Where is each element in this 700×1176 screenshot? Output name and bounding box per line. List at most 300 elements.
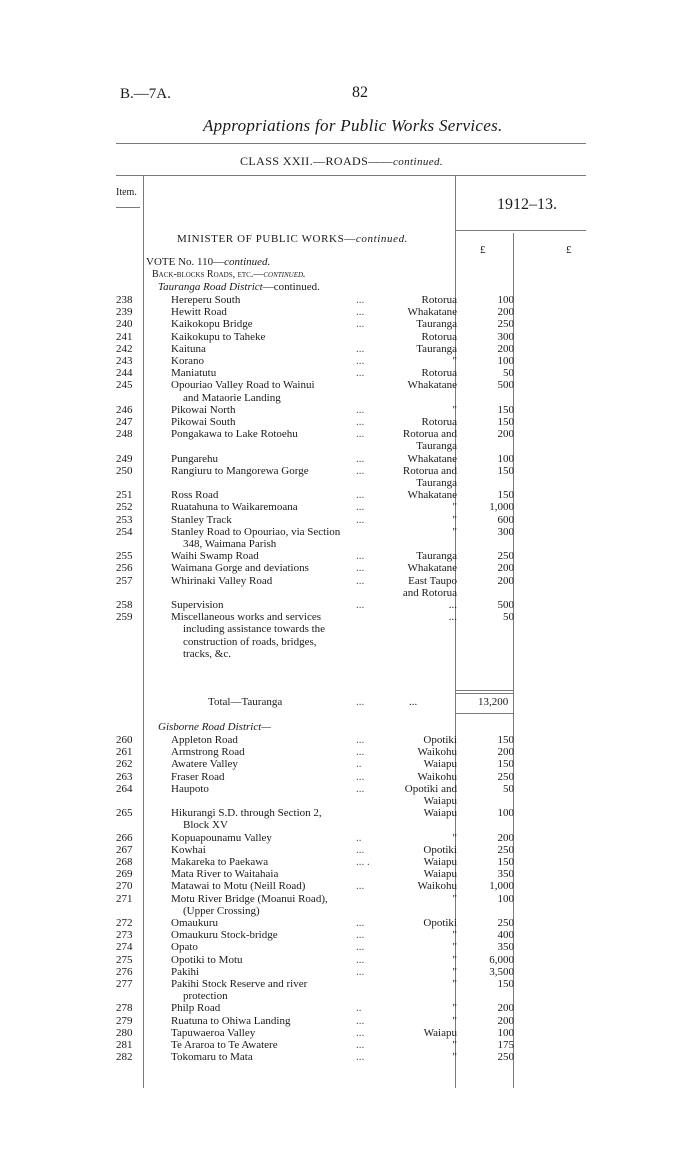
item-place: Waiapu <box>423 1026 457 1039</box>
tauranga-district-cont: —continued. <box>262 281 320 293</box>
table-row <box>0 941 700 953</box>
item-name: Kopuapounamu Valley <box>171 831 272 844</box>
table-row <box>0 990 700 1002</box>
item-number: 250 <box>116 464 133 477</box>
item-amount: 200 <box>497 1014 514 1027</box>
item-name: Block XV <box>183 819 228 832</box>
item-name: Makareka to Paekawa <box>171 856 269 868</box>
item-place: East Taupo <box>408 574 457 587</box>
total-tauranga-dots: ... <box>356 696 365 708</box>
table-row <box>0 343 700 355</box>
item-number: 274 <box>116 941 133 954</box>
item-name: Pakihi <box>171 965 200 978</box>
item-number: 258 <box>116 599 133 611</box>
table-row <box>0 465 700 477</box>
table-row <box>0 526 700 538</box>
table-row <box>0 893 700 905</box>
tauranga-district-main: Tauranga Road District <box>158 281 263 293</box>
item-number: 240 <box>116 318 133 331</box>
item-name: Whirinaki Valley Road <box>171 574 273 587</box>
table-row <box>0 648 700 660</box>
item-amount: 150 <box>497 403 514 416</box>
item-number: 257 <box>116 574 133 587</box>
item-place: Opotiki and <box>404 782 457 795</box>
item-amount: 1,000 <box>489 501 514 514</box>
total-tauranga-label: Total—Tauranga <box>208 696 283 708</box>
backblocks-heading <box>152 269 306 280</box>
item-amount: 300 <box>497 525 514 538</box>
item-name: Miscellaneous works and services <box>171 611 321 624</box>
item-number: 282 <box>116 1051 133 1064</box>
item-place: " <box>452 1051 457 1064</box>
leader-dots: ... <box>356 965 365 978</box>
page-title: Appropriations for Public Works Services. <box>203 116 503 135</box>
leader-dots: ... . <box>356 856 370 868</box>
item-name: Maniatutu <box>171 367 217 380</box>
table-row <box>0 1051 700 1063</box>
item-number: 241 <box>116 330 133 343</box>
item-place: " <box>452 965 457 978</box>
pound-sign-right: £ <box>566 244 572 256</box>
leader-dots: ... <box>356 318 365 331</box>
item-number: 246 <box>116 403 133 416</box>
leader-dots: ... <box>356 953 365 966</box>
item-name: Te Araroa to Te Awatere <box>171 1039 278 1051</box>
item-name: Stanley Track <box>171 513 232 526</box>
item-number: 243 <box>116 355 133 367</box>
item-place: Waiapu <box>423 795 457 807</box>
table-row <box>0 587 700 599</box>
item-number: 248 <box>116 428 133 441</box>
item-number: 245 <box>116 379 133 392</box>
item-amount: 200 <box>497 574 514 587</box>
leader-dots: ... <box>356 782 365 795</box>
table-row <box>0 453 700 465</box>
item-number: 276 <box>116 965 133 978</box>
item-place: Tauranga <box>416 342 457 355</box>
leader-dots: ... <box>356 843 365 856</box>
table-row <box>0 416 700 428</box>
item-name: Hewitt Road <box>171 306 227 319</box>
item-place: and Rotorua <box>402 586 457 599</box>
item-amount: 250 <box>497 1051 514 1064</box>
table-top-rule <box>116 175 586 176</box>
item-amount: 175 <box>497 1039 514 1051</box>
item-name: Opotiki to Motu <box>171 953 243 966</box>
item-name: Hereperu South <box>171 294 241 306</box>
vote-heading-main: VOTE No. 110— <box>146 256 225 268</box>
item-name: Pungarehu <box>171 452 219 465</box>
item-amount: 150 <box>497 464 514 477</box>
item-number: 244 <box>116 367 133 380</box>
item-place: Rotorua <box>421 367 457 380</box>
total-tauranga-amount: 13,200 <box>478 696 509 708</box>
document-code: B.—7A. <box>120 86 171 102</box>
item-name: Korano <box>171 355 204 367</box>
table-row <box>0 832 700 844</box>
item-number: 252 <box>116 501 133 514</box>
item-number: 260 <box>116 734 133 746</box>
leader-dots: .. <box>356 1002 362 1015</box>
table-row <box>0 746 700 758</box>
item-underline <box>116 207 140 208</box>
item-place: Waiapu <box>423 856 457 868</box>
table-row <box>0 966 700 978</box>
item-name: and Mataorie Landing <box>183 391 281 404</box>
table-row <box>0 819 700 831</box>
table-row <box>0 562 700 574</box>
leader-dots: ... <box>356 562 365 575</box>
leader-dots: ... <box>356 513 365 526</box>
item-name: Pikowai South <box>171 416 236 428</box>
item-name: Stanley Road to Opouriao, via Section <box>171 525 341 538</box>
minister-heading-main: MINISTER OF PUBLIC WORKS— <box>177 233 356 245</box>
item-number: 263 <box>116 770 133 783</box>
gisborne-district-main: Gisborne Road District— <box>158 721 272 733</box>
leader-dots: ... <box>356 489 365 502</box>
item-number: 277 <box>116 978 133 990</box>
item-name: Supervision <box>171 599 224 611</box>
item-place: Waikohu <box>417 880 457 893</box>
item-name: Armstrong Road <box>171 746 245 759</box>
item-name: Pikowai North <box>171 403 236 416</box>
item-amount: 300 <box>497 330 514 343</box>
leader-dots: ... <box>356 574 365 587</box>
leader-dots: ... <box>356 367 365 380</box>
table-row <box>0 379 700 391</box>
table-row <box>0 440 700 452</box>
minister-heading <box>177 233 408 245</box>
table-row <box>0 306 700 318</box>
leader-dots: ... <box>356 1039 365 1051</box>
item-amount: 200 <box>497 746 514 759</box>
item-name: Kaikokopu Bridge <box>171 318 253 331</box>
item-place: ... <box>448 611 457 624</box>
table-row <box>0 1027 700 1039</box>
item-column-label: Item. <box>116 187 137 198</box>
total-bottom-rule <box>455 713 513 714</box>
item-amount: 500 <box>497 599 514 611</box>
item-number: 281 <box>116 1039 133 1051</box>
item-number: 267 <box>116 843 133 856</box>
item-name: tracks, &c. <box>183 647 231 660</box>
item-name: including assistance towards the <box>183 623 326 636</box>
leader-dots: ... <box>356 941 365 954</box>
item-amount: 50 <box>503 367 514 380</box>
table-row <box>0 355 700 367</box>
item-name: Waimana Gorge and deviations <box>171 562 309 575</box>
item-amount: 3,500 <box>489 965 514 978</box>
item-name: Tapuwaeroa Valley <box>171 1026 256 1039</box>
item-amount: 250 <box>497 318 514 331</box>
item-name: Waihi Swamp Road <box>171 550 259 563</box>
item-amount: 500 <box>497 379 514 392</box>
item-amount: 150 <box>497 758 514 771</box>
item-name: protection <box>183 990 228 1003</box>
page-number: 82 <box>352 84 368 101</box>
item-number: 280 <box>116 1026 133 1039</box>
item-number: 279 <box>116 1014 133 1027</box>
leader-dots: ... <box>356 1051 365 1064</box>
item-amount: 250 <box>497 843 514 856</box>
top-rule <box>116 143 586 144</box>
item-number: 272 <box>116 917 133 929</box>
item-name: Hikurangi S.D. through Section 2, <box>171 807 322 820</box>
item-amount: 200 <box>497 428 514 441</box>
item-name: Ruatahuna to Waikaremoana <box>171 501 298 514</box>
item-amount: 200 <box>497 831 514 844</box>
leader-dots: .. <box>356 758 362 771</box>
item-amount: 50 <box>503 782 514 795</box>
item-amount: 600 <box>497 513 514 526</box>
item-number: 278 <box>116 1002 133 1015</box>
item-number: 251 <box>116 489 133 502</box>
item-place: Rotorua <box>421 330 457 343</box>
table-row <box>0 538 700 550</box>
leader-dots: ... <box>356 734 365 746</box>
item-name: Rangiuru to Mangorewa Gorge <box>171 464 309 477</box>
table-row <box>0 917 700 929</box>
table-row <box>0 905 700 917</box>
item-place: " <box>452 525 457 538</box>
leader-dots: ... <box>356 770 365 783</box>
table-row <box>0 1015 700 1027</box>
item-name: Kowhai <box>171 843 206 856</box>
item-place: Rotorua and <box>402 464 457 477</box>
leader-dots: ... <box>356 355 365 367</box>
item-amount: 150 <box>497 416 514 428</box>
table-row <box>0 489 700 501</box>
item-place: Whakatane <box>407 306 457 319</box>
item-place: Rotorua <box>421 416 457 428</box>
item-number: 265 <box>116 807 133 820</box>
item-amount: 350 <box>497 868 514 881</box>
item-name: Mata River to Waitahaia <box>171 868 279 881</box>
table-row <box>0 734 700 746</box>
item-number: 259 <box>116 611 133 624</box>
item-number: 242 <box>116 342 133 355</box>
table-row <box>0 331 700 343</box>
leader-dots: ... <box>356 746 365 759</box>
item-place: " <box>452 978 457 990</box>
item-place: ... <box>448 599 457 611</box>
year-underline <box>455 230 586 231</box>
tauranga-district-heading <box>158 281 320 293</box>
table-row <box>0 501 700 513</box>
item-amount: 250 <box>497 917 514 929</box>
item-number: 247 <box>116 416 133 428</box>
item-place: Waiapu <box>423 868 457 881</box>
item-name: Omaukuru Stock-bridge <box>171 929 278 942</box>
item-amount: 100 <box>497 807 514 820</box>
item-name: construction of roads, bridges, <box>183 635 317 648</box>
table-row <box>0 599 700 611</box>
item-amount: 100 <box>497 452 514 465</box>
table-row <box>0 868 700 880</box>
leader-dots: ... <box>356 1026 365 1039</box>
item-number: 275 <box>116 953 133 966</box>
item-place: " <box>452 403 457 416</box>
item-place: Opotiki <box>423 843 457 856</box>
item-amount: 200 <box>497 342 514 355</box>
table-row <box>0 550 700 562</box>
item-name: (Upper Crossing) <box>183 904 260 917</box>
item-name: Tokomaru to Mata <box>171 1051 253 1064</box>
item-name: Omaukuru <box>171 917 219 929</box>
item-place: " <box>452 929 457 942</box>
leader-dots: ... <box>356 294 365 306</box>
item-place: " <box>452 513 457 526</box>
item-number: 255 <box>116 550 133 563</box>
vote-heading <box>146 256 270 268</box>
table-row <box>0 636 700 648</box>
table-row <box>0 294 700 306</box>
leader-dots: ... <box>356 428 365 441</box>
table-row <box>0 575 700 587</box>
table-row <box>0 428 700 440</box>
leader-dots: ... <box>356 1014 365 1027</box>
item-place: " <box>452 941 457 954</box>
item-amount: 200 <box>497 306 514 319</box>
item-name: Ruatuna to Ohiwa Landing <box>171 1014 291 1027</box>
table-row <box>0 771 700 783</box>
item-place: Whakatane <box>407 489 457 502</box>
item-place: Whakatane <box>407 562 457 575</box>
item-amount: 150 <box>497 734 514 746</box>
item-name: Awatere Valley <box>171 758 238 771</box>
item-place: " <box>452 1014 457 1027</box>
table-row <box>0 856 700 868</box>
class-heading <box>240 154 443 169</box>
item-place: " <box>452 1039 457 1051</box>
table-row <box>0 404 700 416</box>
leader-dots: ... <box>356 342 365 355</box>
item-name: Opato <box>171 941 198 954</box>
item-number: 271 <box>116 892 133 905</box>
item-place: " <box>452 892 457 905</box>
table-row <box>0 807 700 819</box>
item-number: 262 <box>116 758 133 771</box>
item-amount: 50 <box>503 611 514 624</box>
total-top-rule <box>455 690 513 691</box>
item-name: Philp Road <box>171 1002 221 1015</box>
item-amount: 150 <box>497 856 514 868</box>
item-name: Motu River Bridge (Moanui Road), <box>171 892 328 905</box>
item-amount: 250 <box>497 550 514 563</box>
item-amount: 200 <box>497 562 514 575</box>
item-place: Tauranga <box>416 440 457 453</box>
item-number: 239 <box>116 306 133 319</box>
item-name: Matawai to Motu (Neill Road) <box>171 880 306 893</box>
item-amount: 150 <box>497 489 514 502</box>
item-place: Tauranga <box>416 477 457 489</box>
item-number: 268 <box>116 856 133 868</box>
item-name: Appleton Road <box>171 734 238 746</box>
item-number: 256 <box>116 562 133 575</box>
leader-dots: ... <box>356 403 365 416</box>
table-row <box>0 623 700 635</box>
table-row <box>0 1039 700 1051</box>
item-place: Waiapu <box>423 758 457 771</box>
table-row <box>0 929 700 941</box>
item-place: Rotorua and <box>402 428 457 441</box>
pound-sign-left: £ <box>480 244 486 256</box>
item-name: Pongakawa to Lake Rotoehu <box>171 428 298 441</box>
leader-dots: ... <box>356 452 365 465</box>
item-name: Ross Road <box>171 489 219 502</box>
leader-dots: .. <box>356 831 362 844</box>
item-number: 261 <box>116 746 133 759</box>
backblocks-heading-main: Back-blocks Roads, etc.— <box>152 269 264 280</box>
gisborne-district-heading <box>158 721 271 733</box>
item-amount: 250 <box>497 770 514 783</box>
item-amount: 200 <box>497 1002 514 1015</box>
table-row <box>0 477 700 489</box>
leader-dots: ... <box>356 416 365 428</box>
item-amount: 100 <box>497 1026 514 1039</box>
item-amount: 100 <box>497 294 514 306</box>
leader-dots: ... <box>356 880 365 893</box>
total-tauranga-place: ... <box>409 696 418 708</box>
leader-dots: ... <box>356 599 365 611</box>
leader-dots: ... <box>356 929 365 942</box>
item-place: Tauranga <box>416 550 457 563</box>
item-number: 266 <box>116 831 133 844</box>
minister-heading-cont: continued. <box>355 233 409 245</box>
table-row <box>0 954 700 966</box>
item-number: 273 <box>116 929 133 942</box>
item-place: " <box>452 831 457 844</box>
item-number: 269 <box>116 868 133 881</box>
table-row <box>0 978 700 990</box>
leader-dots: ... <box>356 501 365 514</box>
item-place: " <box>452 501 457 514</box>
leader-dots: ... <box>356 464 365 477</box>
item-name: 348, Waimana Parish <box>183 538 277 550</box>
table-row <box>0 758 700 770</box>
table-row <box>0 367 700 379</box>
item-place: Rotorua <box>421 294 457 306</box>
item-name: Haupoto <box>171 782 209 795</box>
leader-dots: ... <box>356 917 365 929</box>
item-amount: 6,000 <box>489 953 514 966</box>
item-place: Waikohu <box>417 770 457 783</box>
item-number: 249 <box>116 452 133 465</box>
leader-dots: ... <box>356 306 365 319</box>
total-top-rule-2 <box>455 693 513 694</box>
item-amount: 150 <box>497 978 514 990</box>
item-amount: 100 <box>497 892 514 905</box>
table-row <box>0 392 700 404</box>
table-row <box>0 795 700 807</box>
item-place: Waiapu <box>423 807 457 820</box>
item-name: Kaikokupu to Taheke <box>171 330 266 343</box>
item-place: Tauranga <box>416 318 457 331</box>
table-row <box>0 1002 700 1014</box>
vote-heading-cont: continued. <box>224 256 271 268</box>
year-column-label: 1912–13. <box>497 196 557 213</box>
item-amount: 1,000 <box>489 880 514 893</box>
item-amount: 100 <box>497 355 514 367</box>
table-row <box>0 844 700 856</box>
item-place: Opotiki <box>423 917 457 929</box>
item-number: 253 <box>116 513 133 526</box>
item-name: Opouriao Valley Road to Wainui <box>171 379 315 392</box>
item-name: Kaituna <box>171 342 206 355</box>
item-place: " <box>452 1002 457 1015</box>
leader-dots: ... <box>356 550 365 563</box>
backblocks-heading-cont: continued. <box>263 269 306 280</box>
